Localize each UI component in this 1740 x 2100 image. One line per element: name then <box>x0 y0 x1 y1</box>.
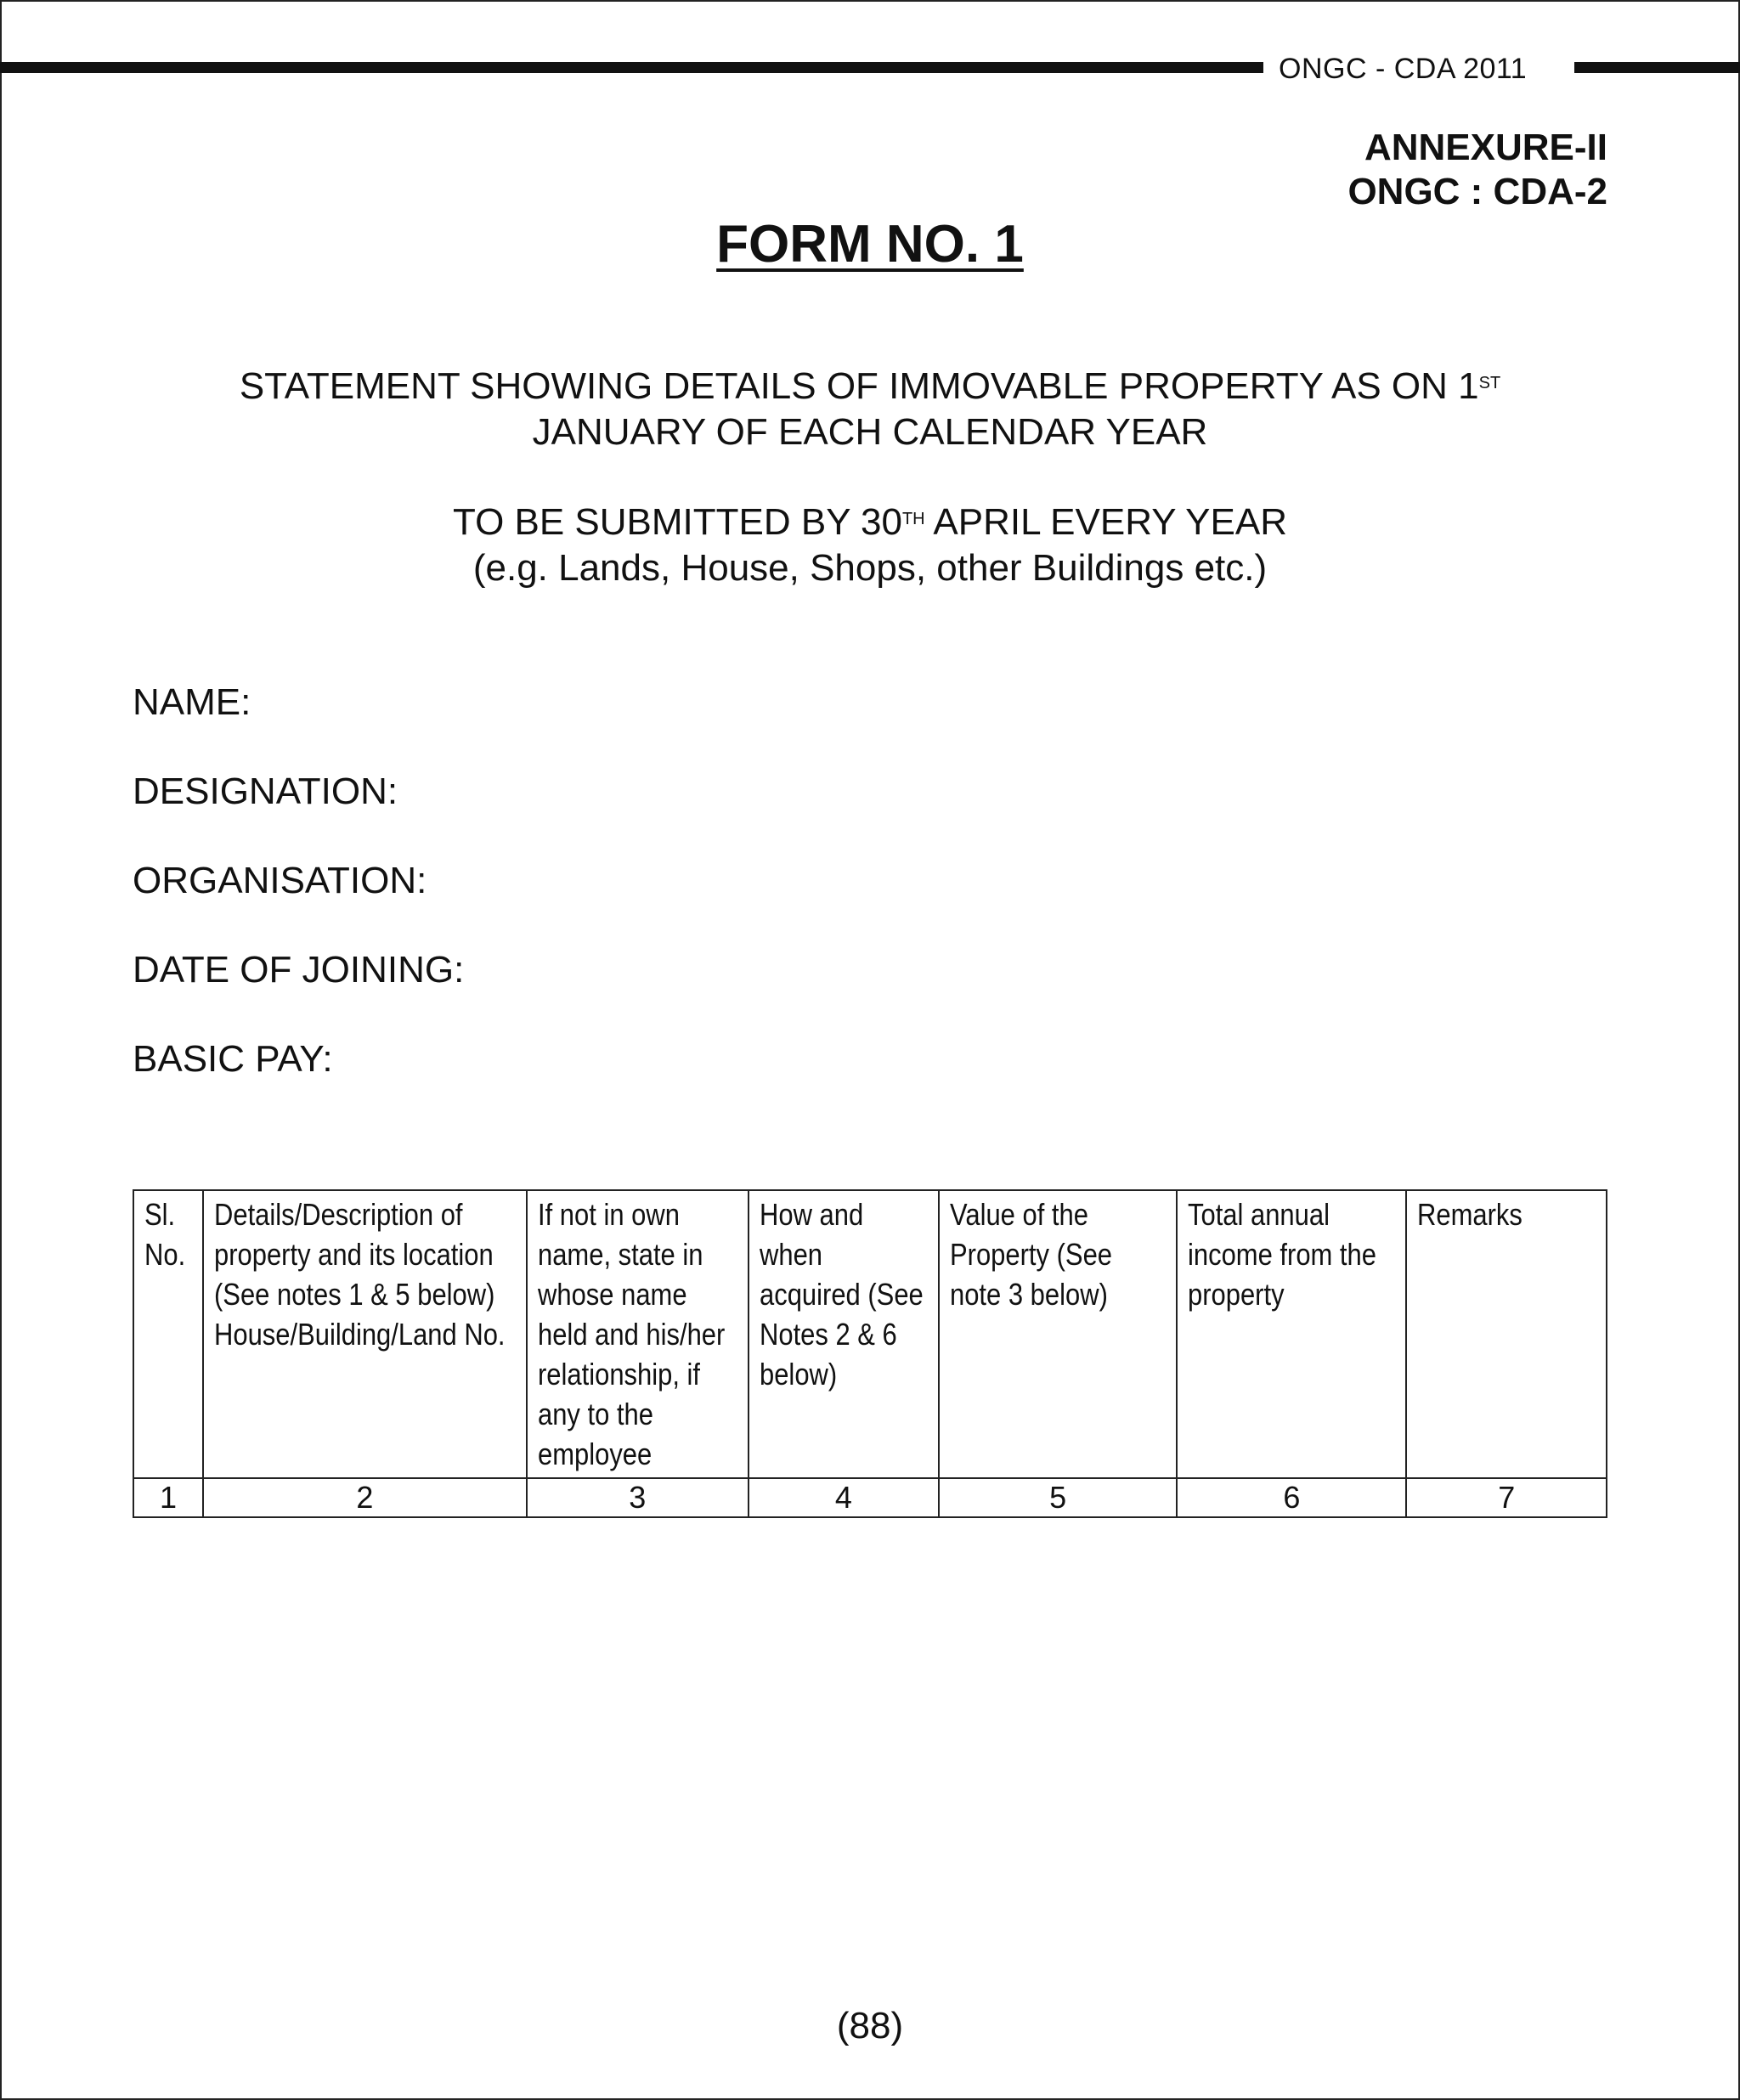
submission-note <box>0 500 1740 591</box>
column-number: 5 <box>939 1478 1177 1517</box>
page-number: (88) <box>836 2005 904 2046</box>
statement-line-1 <box>0 364 1740 409</box>
header-text: How and when acquired (See Notes 2 & 6 below) <box>759 1197 924 1392</box>
column-number: 1 <box>133 1478 203 1517</box>
annexure-code: ONGC : CDA-2 <box>1347 171 1607 212</box>
annexure-block <box>1347 126 1607 214</box>
header-text: Remarks <box>1417 1197 1523 1232</box>
header-remarks <box>1406 1190 1607 1478</box>
header-property-details <box>203 1190 527 1478</box>
organisation-field-label: ORGANISATION: <box>133 860 427 901</box>
header-rule-left <box>0 62 1263 73</box>
header-text: Details/Description of property and its location (See notes 1 & 5 below) House/Building/Land No. <box>214 1197 506 1352</box>
header-text: Sl. No. <box>144 1197 186 1272</box>
column-number: 2 <box>203 1478 527 1517</box>
form-title-text: FORM NO. 1 <box>716 215 1024 274</box>
column-number: 4 <box>749 1478 940 1517</box>
submission-superscript: TH <box>901 510 925 528</box>
designation-field-label: DESIGNATION: <box>133 771 398 812</box>
header-sl-no <box>133 1190 203 1478</box>
statement-line-2: JANUARY OF EACH CALENDAR YEAR <box>532 411 1208 453</box>
column-number: 3 <box>527 1478 749 1517</box>
table-header-row <box>133 1190 1607 1478</box>
name-field-label: NAME: <box>133 681 251 723</box>
date-of-joining-field-label: DATE OF JOINING: <box>133 949 465 991</box>
header-property-value <box>939 1190 1177 1478</box>
statement-superscript: ST <box>1478 374 1501 392</box>
header-how-acquired <box>749 1190 940 1478</box>
statement-heading <box>0 364 1740 455</box>
header-held-in-name <box>527 1190 749 1478</box>
header-text: Total annual income from the property <box>1188 1197 1377 1312</box>
annexure-label: ANNEXURE-II <box>1364 127 1607 168</box>
submission-line-2: (e.g. Lands, House, Shops, other Buildings etc.) <box>472 547 1268 589</box>
submission-line-1-pre: TO BE SUBMITTED BY 30 <box>452 501 902 543</box>
running-title: ONGC - CDA 2011 <box>1279 53 1528 85</box>
column-number-row <box>133 1478 1607 1517</box>
submission-line-1 <box>0 500 1740 545</box>
column-number: 7 <box>1406 1478 1607 1517</box>
property-table <box>133 1189 1607 1518</box>
header-text: If not in own name, state in whose name held and his/her relationship, if any to the employee <box>537 1197 726 1471</box>
column-number: 6 <box>1177 1478 1406 1517</box>
form-title <box>0 214 1740 275</box>
header-rule-right <box>1574 62 1740 73</box>
statement-line-1-text: STATEMENT SHOWING DETAILS OF IMMOVABLE PROPERTY AS ON 1 <box>239 365 1479 407</box>
header-text: Value of the Property (See note 3 below) <box>950 1197 1113 1312</box>
basic-pay-field-label: BASIC PAY: <box>133 1038 333 1080</box>
running-header <box>0 53 1740 85</box>
header-annual-income <box>1177 1190 1406 1478</box>
submission-line-1-post: APRIL EVERY YEAR <box>924 501 1288 543</box>
